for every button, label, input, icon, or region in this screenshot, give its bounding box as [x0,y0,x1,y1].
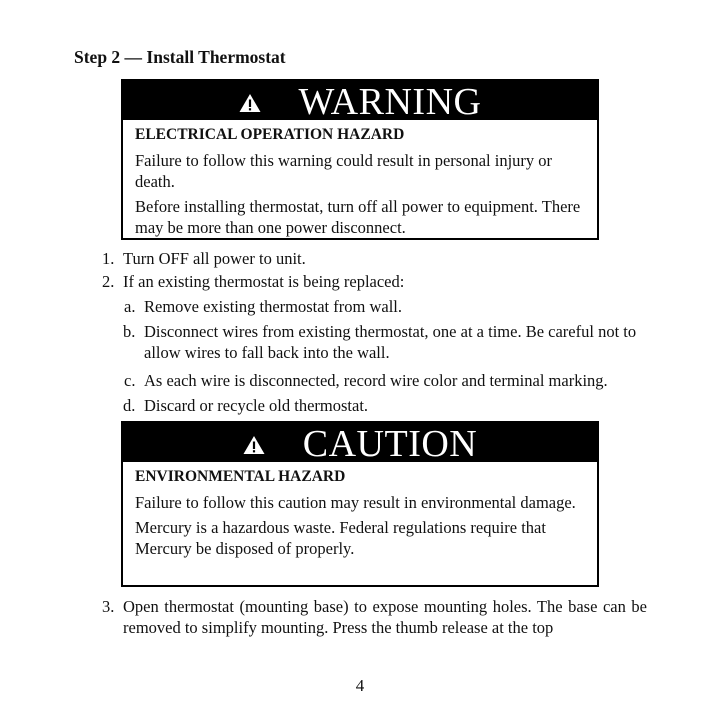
warning-paragraph-1: Failure to follow this warning could result in personal injury or death. [135,151,553,191]
step-text: Turn OFF all power to unit. [123,249,306,268]
substep-letter: c. [124,371,136,390]
warning-triangle-icon [243,435,265,455]
step-number: 3. [102,597,115,616]
substep-text: As each wire is disconnected, record wire color and terminal marking. [144,371,608,390]
step-number: 1. [102,249,115,268]
warning-hazard-title: ELECTRICAL OPERATION HAZARD [135,126,405,143]
step-text: Open thermostat (mounting base) to expose mounting holes. The base can be removed to simplify mounting. Press the thumb release at the top [123,597,647,637]
substep-letter: d. [123,396,136,415]
step-text: If an existing thermostat is being replaced: [123,272,405,291]
caution-box [121,421,599,587]
step-number: 2. [102,272,115,291]
warning-triangle-icon [239,93,261,113]
caution-header [123,423,597,465]
warning-box [121,79,599,240]
caution-signal-word: CAUTION [302,423,478,465]
caution-paragraph-1: Failure to follow this caution may result in environmental damage. [135,493,576,512]
caution-body [123,462,597,559]
page-number: 4 [355,676,365,695]
substep-letter: a. [124,297,136,316]
substep-text: Remove existing thermostat from wall. [144,297,402,316]
substep-text: Disconnect wires from existing thermostat, one at a time. Be careful not to allow wires to fall back into the wall. [144,322,637,362]
warning-header [123,81,597,123]
warning-signal-word: WARNING [298,81,482,123]
caution-paragraph-2: Mercury is a hazardous waste. Federal regulations require that Mercury be disposed of properly. [135,518,546,558]
substep-text: Discard or recycle old thermostat. [144,396,369,415]
substep-letter: b. [123,322,136,341]
warning-body [123,120,597,238]
warning-paragraph-2: Before installing thermostat, turn off all power to equipment. There may be more than one power disconnect. [135,197,581,237]
step-heading: Step 2 — Install Thermostat [74,47,286,67]
caution-hazard-title: ENVIRONMENTAL HAZARD [135,468,346,485]
